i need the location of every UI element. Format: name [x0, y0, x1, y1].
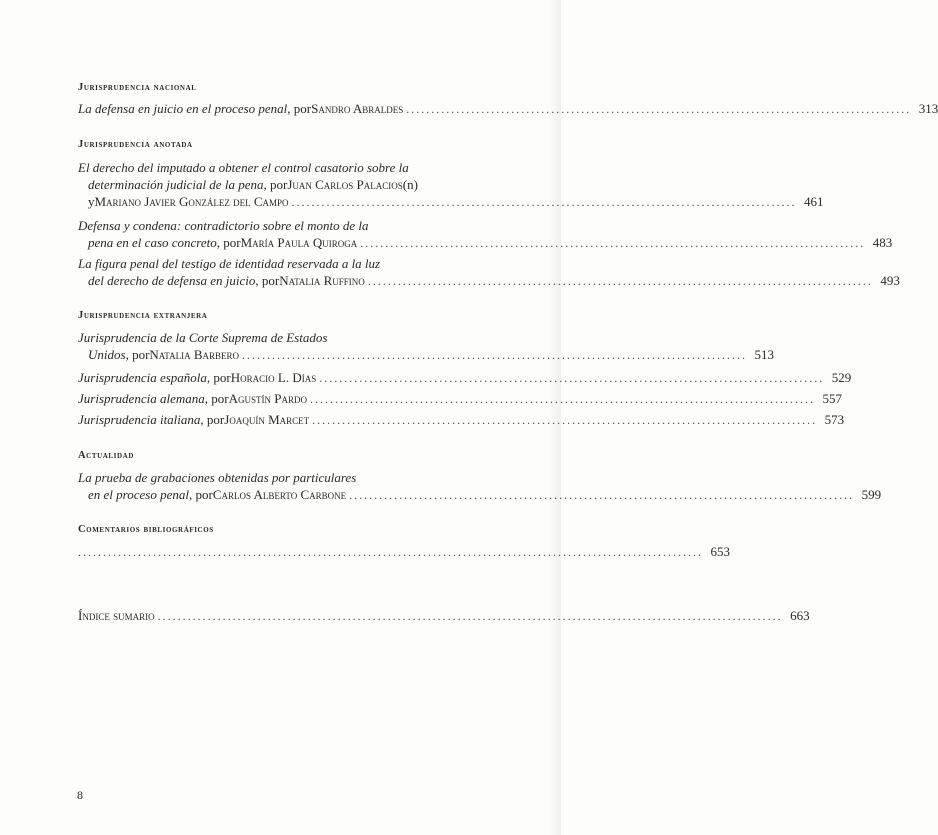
entry-by: , por	[204, 391, 229, 406]
entry-by: , por	[216, 235, 241, 250]
entry-author: Sandro Abraldes	[311, 101, 404, 116]
entry-title: La defensa en juicio en el proceso penal	[78, 101, 288, 116]
toc-entry-pardo[interactable]	[78, 390, 842, 408]
dot-leader: .............................................................................................................................	[157, 609, 783, 623]
entry-title-line2: Unidos	[88, 347, 126, 362]
dot-leader: .....................................................................................................	[319, 371, 825, 385]
toc-entry-marcet[interactable]	[78, 411, 845, 429]
section-heading-nacional: Jurisprudencia nacional	[78, 82, 197, 93]
entry-author: Carlos Alberto Carbone	[212, 487, 347, 502]
dot-leader: .....................................................................................................	[360, 236, 866, 250]
dot-leader: .....................................................................................................	[312, 413, 818, 427]
page-number: 653	[710, 544, 730, 559]
entry-by: , por	[206, 370, 231, 385]
entry-conjunction: y	[88, 194, 95, 209]
page-number: 493	[880, 273, 900, 288]
page-number: 529	[831, 370, 852, 385]
page-number: 663	[790, 608, 810, 623]
dot-leader: .............................................................................................................................	[78, 545, 703, 559]
entry-author: Juan Carlos Palacios	[287, 177, 403, 192]
entry-author: Horacio L. Días	[230, 370, 317, 385]
entry-title-line2: pena en el caso concreto	[88, 235, 217, 250]
entry-title-line1: La figura penal del testigo de identidad reservada a la luz	[78, 256, 381, 271]
toc-entry-quiroga[interactable]	[78, 217, 893, 252]
entry-title-line2: del derecho de defensa en juicio	[88, 273, 256, 288]
section-heading-extranjera: Jurisprudencia extranjera	[78, 310, 208, 321]
page-number: 513	[754, 347, 774, 362]
dot-leader: .....................................................................................................	[367, 274, 873, 288]
dot-leader: .....................................................................................................	[406, 102, 912, 116]
entry-author-suffix: (n)	[402, 177, 418, 192]
toc-entry-comentarios[interactable]	[78, 543, 730, 561]
toc-entry-indice[interactable]	[78, 607, 810, 625]
dot-leader: .....................................................................................................	[309, 392, 815, 406]
entry-title-line1: La prueba de grabaciones obtenidas por particulares	[78, 470, 357, 485]
toc-entry-ruffino[interactable]	[78, 255, 900, 290]
page-number: 599	[861, 487, 882, 502]
toc-entry-palacios[interactable]	[78, 159, 824, 211]
toc-entry-barbero[interactable]	[78, 329, 774, 364]
toc-entry-carbone[interactable]	[78, 469, 882, 504]
entry-title-line1: Jurisprudencia de la Corte Suprema de Estados	[78, 330, 328, 345]
section-heading-anotada: Jurisprudencia anotada	[78, 139, 193, 150]
page-number: 483	[872, 235, 893, 250]
entry-author-2: Mariano Javier González del Campo	[94, 194, 289, 209]
page-folio: 8	[77, 788, 83, 802]
entry-author: Agustín Pardo	[228, 391, 307, 406]
entry-by: , por	[255, 273, 280, 288]
entry-title: Índice sumario	[78, 608, 155, 623]
entry-author: María Paula Quiroga	[240, 235, 358, 250]
entry-title: Jurisprudencia alemana	[78, 391, 205, 406]
entry-author: Natalia Ruffino	[279, 273, 365, 288]
entry-title: Jurisprudencia italiana	[78, 412, 201, 427]
page-number: 461	[804, 194, 824, 209]
section-heading-comentarios: Comentarios bibliográficos	[78, 524, 214, 535]
entry-author: Natalia Barbero	[149, 347, 239, 362]
toc-entry-abraldes[interactable]	[78, 100, 938, 118]
entry-author: Joaquín Marcet	[224, 412, 310, 427]
section-heading-actualidad: Actualidad	[78, 450, 134, 461]
entry-by: , por	[188, 487, 213, 502]
entry-by: , por	[287, 101, 312, 116]
page-number: 313	[918, 101, 938, 116]
dot-leader: .....................................................................................................	[349, 488, 855, 502]
page-number: 557	[822, 391, 842, 406]
dot-leader: .....................................................................................................	[242, 348, 747, 362]
toc-entry-dias[interactable]	[78, 369, 852, 387]
entry-title-line1: El derecho del imputado a obtener el control casatorio sobre la	[78, 160, 409, 175]
page-number: 573	[824, 412, 845, 427]
entry-title-line1: Defensa y condena: contradictorio sobre el monto de la	[78, 218, 369, 233]
entry-by: , por	[263, 177, 288, 192]
entry-title: Jurisprudencia española	[78, 370, 207, 385]
entry-by: , por	[200, 412, 225, 427]
entry-title-line2: determinación judicial de la pena	[88, 177, 264, 192]
entry-title-line2: en el proceso penal	[88, 487, 189, 502]
dot-leader: .....................................................................................................	[291, 195, 797, 209]
entry-by: , por	[125, 347, 150, 362]
